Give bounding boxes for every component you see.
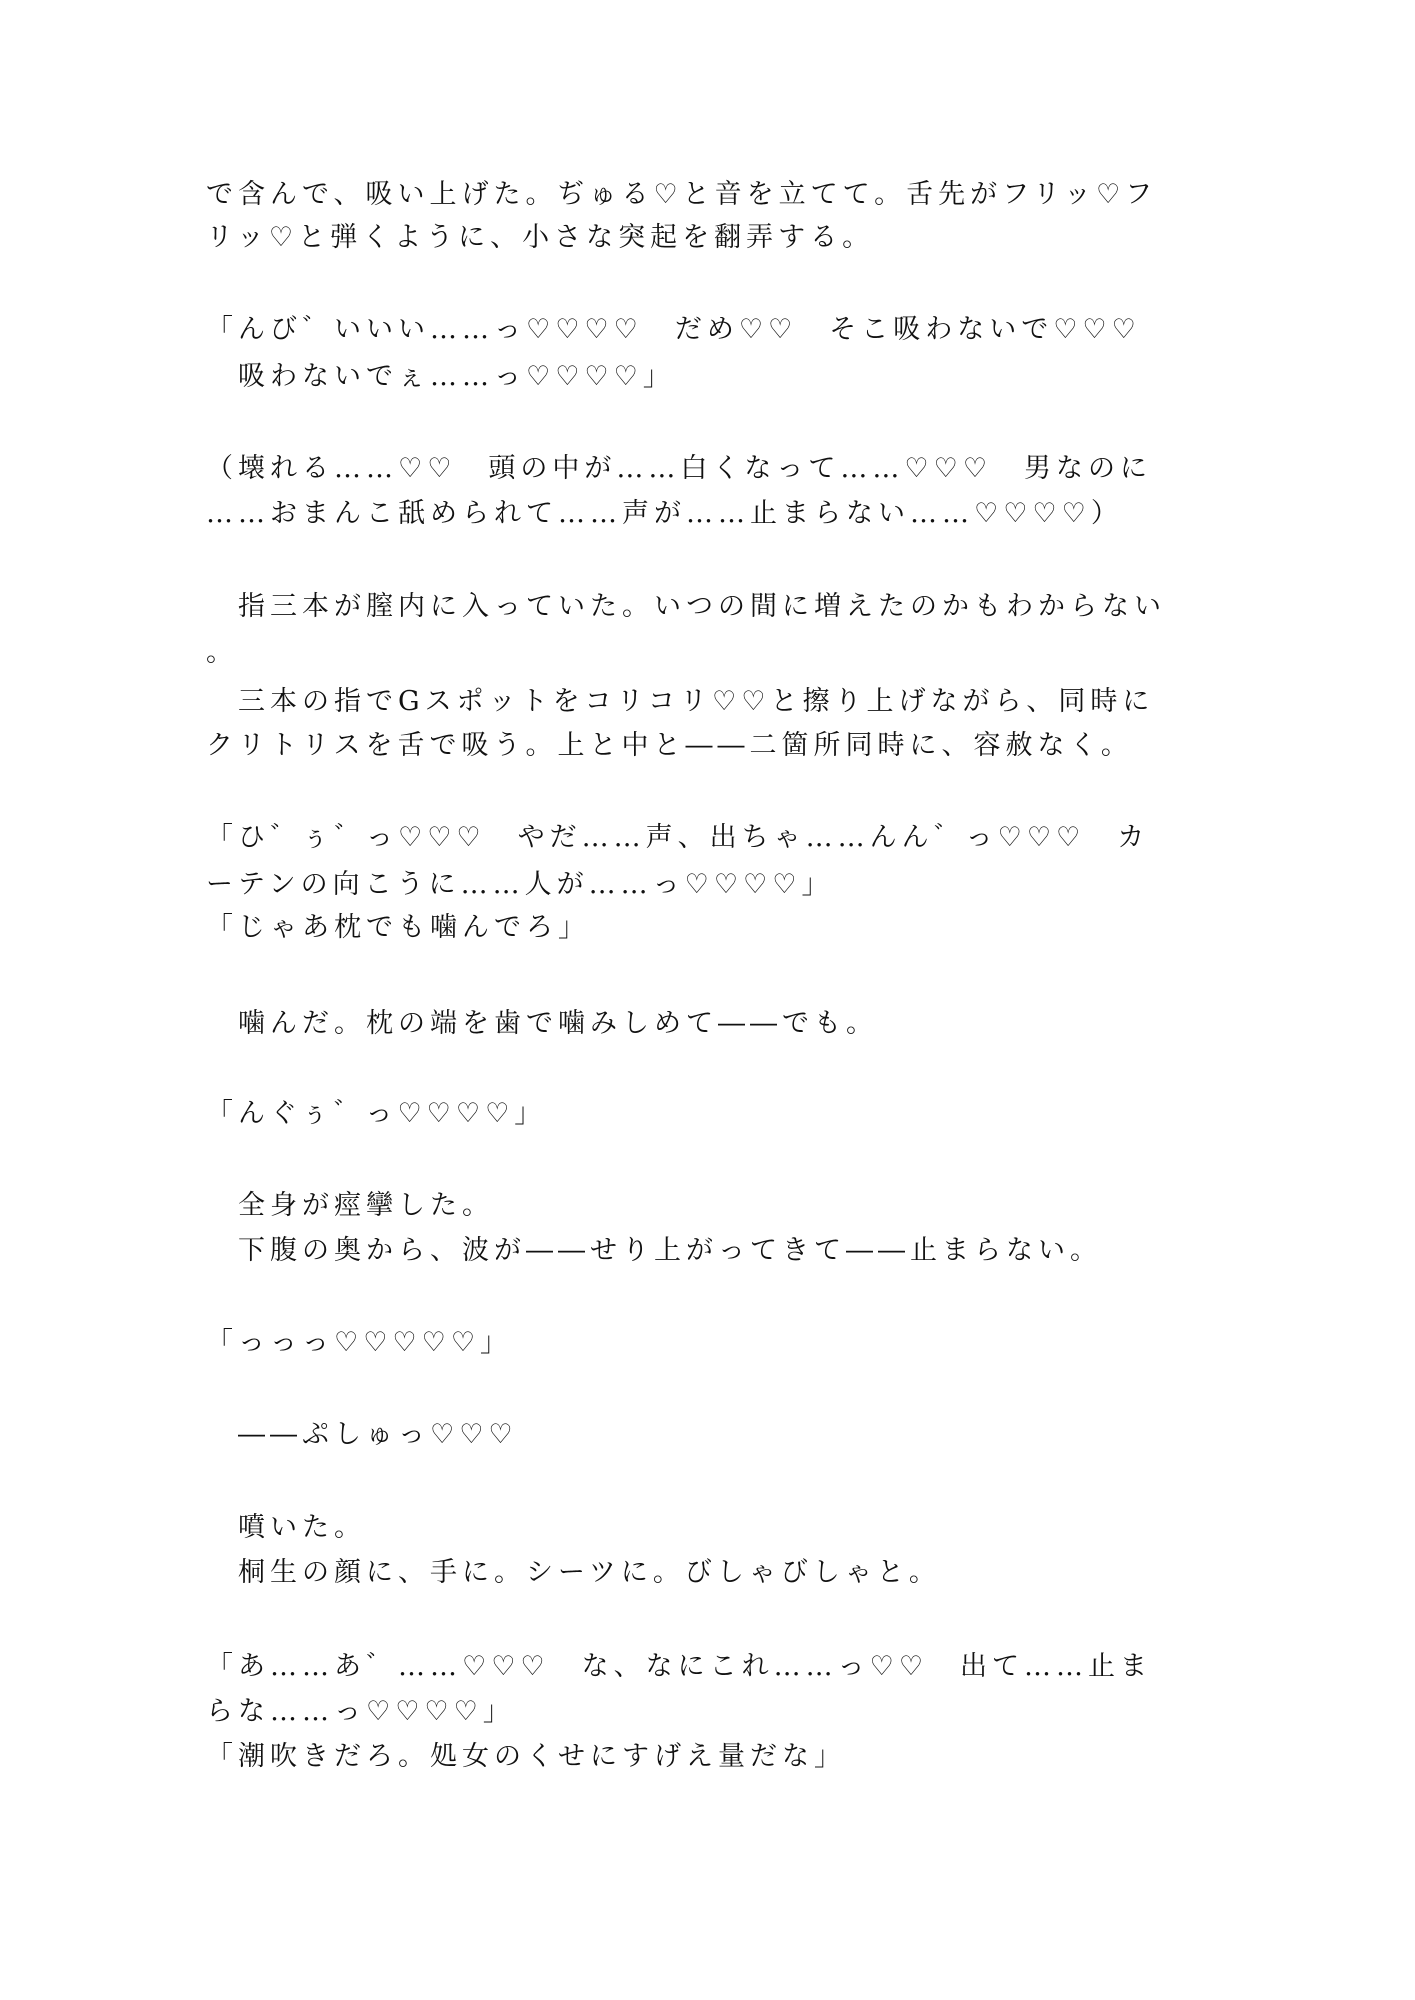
dialogue-line: 「あ……あ゛……♡♡♡ な、なにこれ……っ♡♡ 出て……止ま — [206, 1651, 1153, 1682]
dialogue-line: 「潮吹きだろ。処女のくせにすげえ量だな」 — [206, 1741, 846, 1772]
text-line: 桐生の顔に、手に。シーツに。びしゃびしゃと。 — [206, 1557, 941, 1588]
text-line: 噴いた。 — [206, 1512, 366, 1543]
thought-line: ……おまんこ舐められて……声が……止まらない……♡♡♡♡） — [206, 498, 1123, 529]
text-line: ――ぷしゅっ♡♡♡ — [206, 1419, 518, 1450]
dialogue-line: 「んび゛いいい……っ♡♡♡♡ だめ♡♡ そこ吸わないで♡♡♡ — [206, 314, 1141, 345]
text-line: 噛んだ。枕の端を歯で噛みしめて――でも。 — [206, 1008, 878, 1039]
dialogue-line: 「じゃあ枕でも噛んでろ」 — [206, 912, 590, 943]
dialogue-line: 「ひ゛ぅ゛っ♡♡♡ やだ……声、出ちゃ……んん゛っ♡♡♡ カ — [206, 822, 1150, 853]
text-line: 下腹の奥から、波が――せり上がってきて――止まらない。 — [206, 1235, 1102, 1266]
dialogue-line: ーテンの向こうに……人が……っ♡♡♡♡」 — [206, 869, 834, 900]
dialogue-line: 「っっっ♡♡♡♡♡」 — [206, 1327, 513, 1358]
text-line: 三本の指でGスポットをコリコリ♡♡と擦り上げながら、同時に — [206, 686, 1155, 717]
thought-line: （壊れる……♡♡ 頭の中が……白くなって……♡♡♡ 男なのに — [206, 453, 1153, 484]
text-line: 全身が痙攣した。 — [206, 1190, 494, 1221]
text-line: 。 — [206, 637, 238, 668]
dialogue-line: らな……っ♡♡♡♡」 — [206, 1696, 515, 1727]
text-line: 指三本が膣内に入っていた。いつの間に増えたのかもわからない — [206, 591, 1166, 622]
dialogue-line: 吸わないでぇ……っ♡♡♡♡」 — [206, 361, 675, 392]
dialogue-line: 「んぐぅ゛っ♡♡♡♡」 — [206, 1098, 547, 1129]
text-line: クリトリスを舌で吸う。上と中と――二箇所同時に、容赦なく。 — [206, 730, 1133, 761]
text-line: で含んで、吸い上げた。ぢゅる♡と音を立てて。舌先がフリッ♡フ — [206, 179, 1158, 210]
text-line: リッ♡と弾くように、小さな突起を翻弄する。 — [206, 222, 875, 253]
